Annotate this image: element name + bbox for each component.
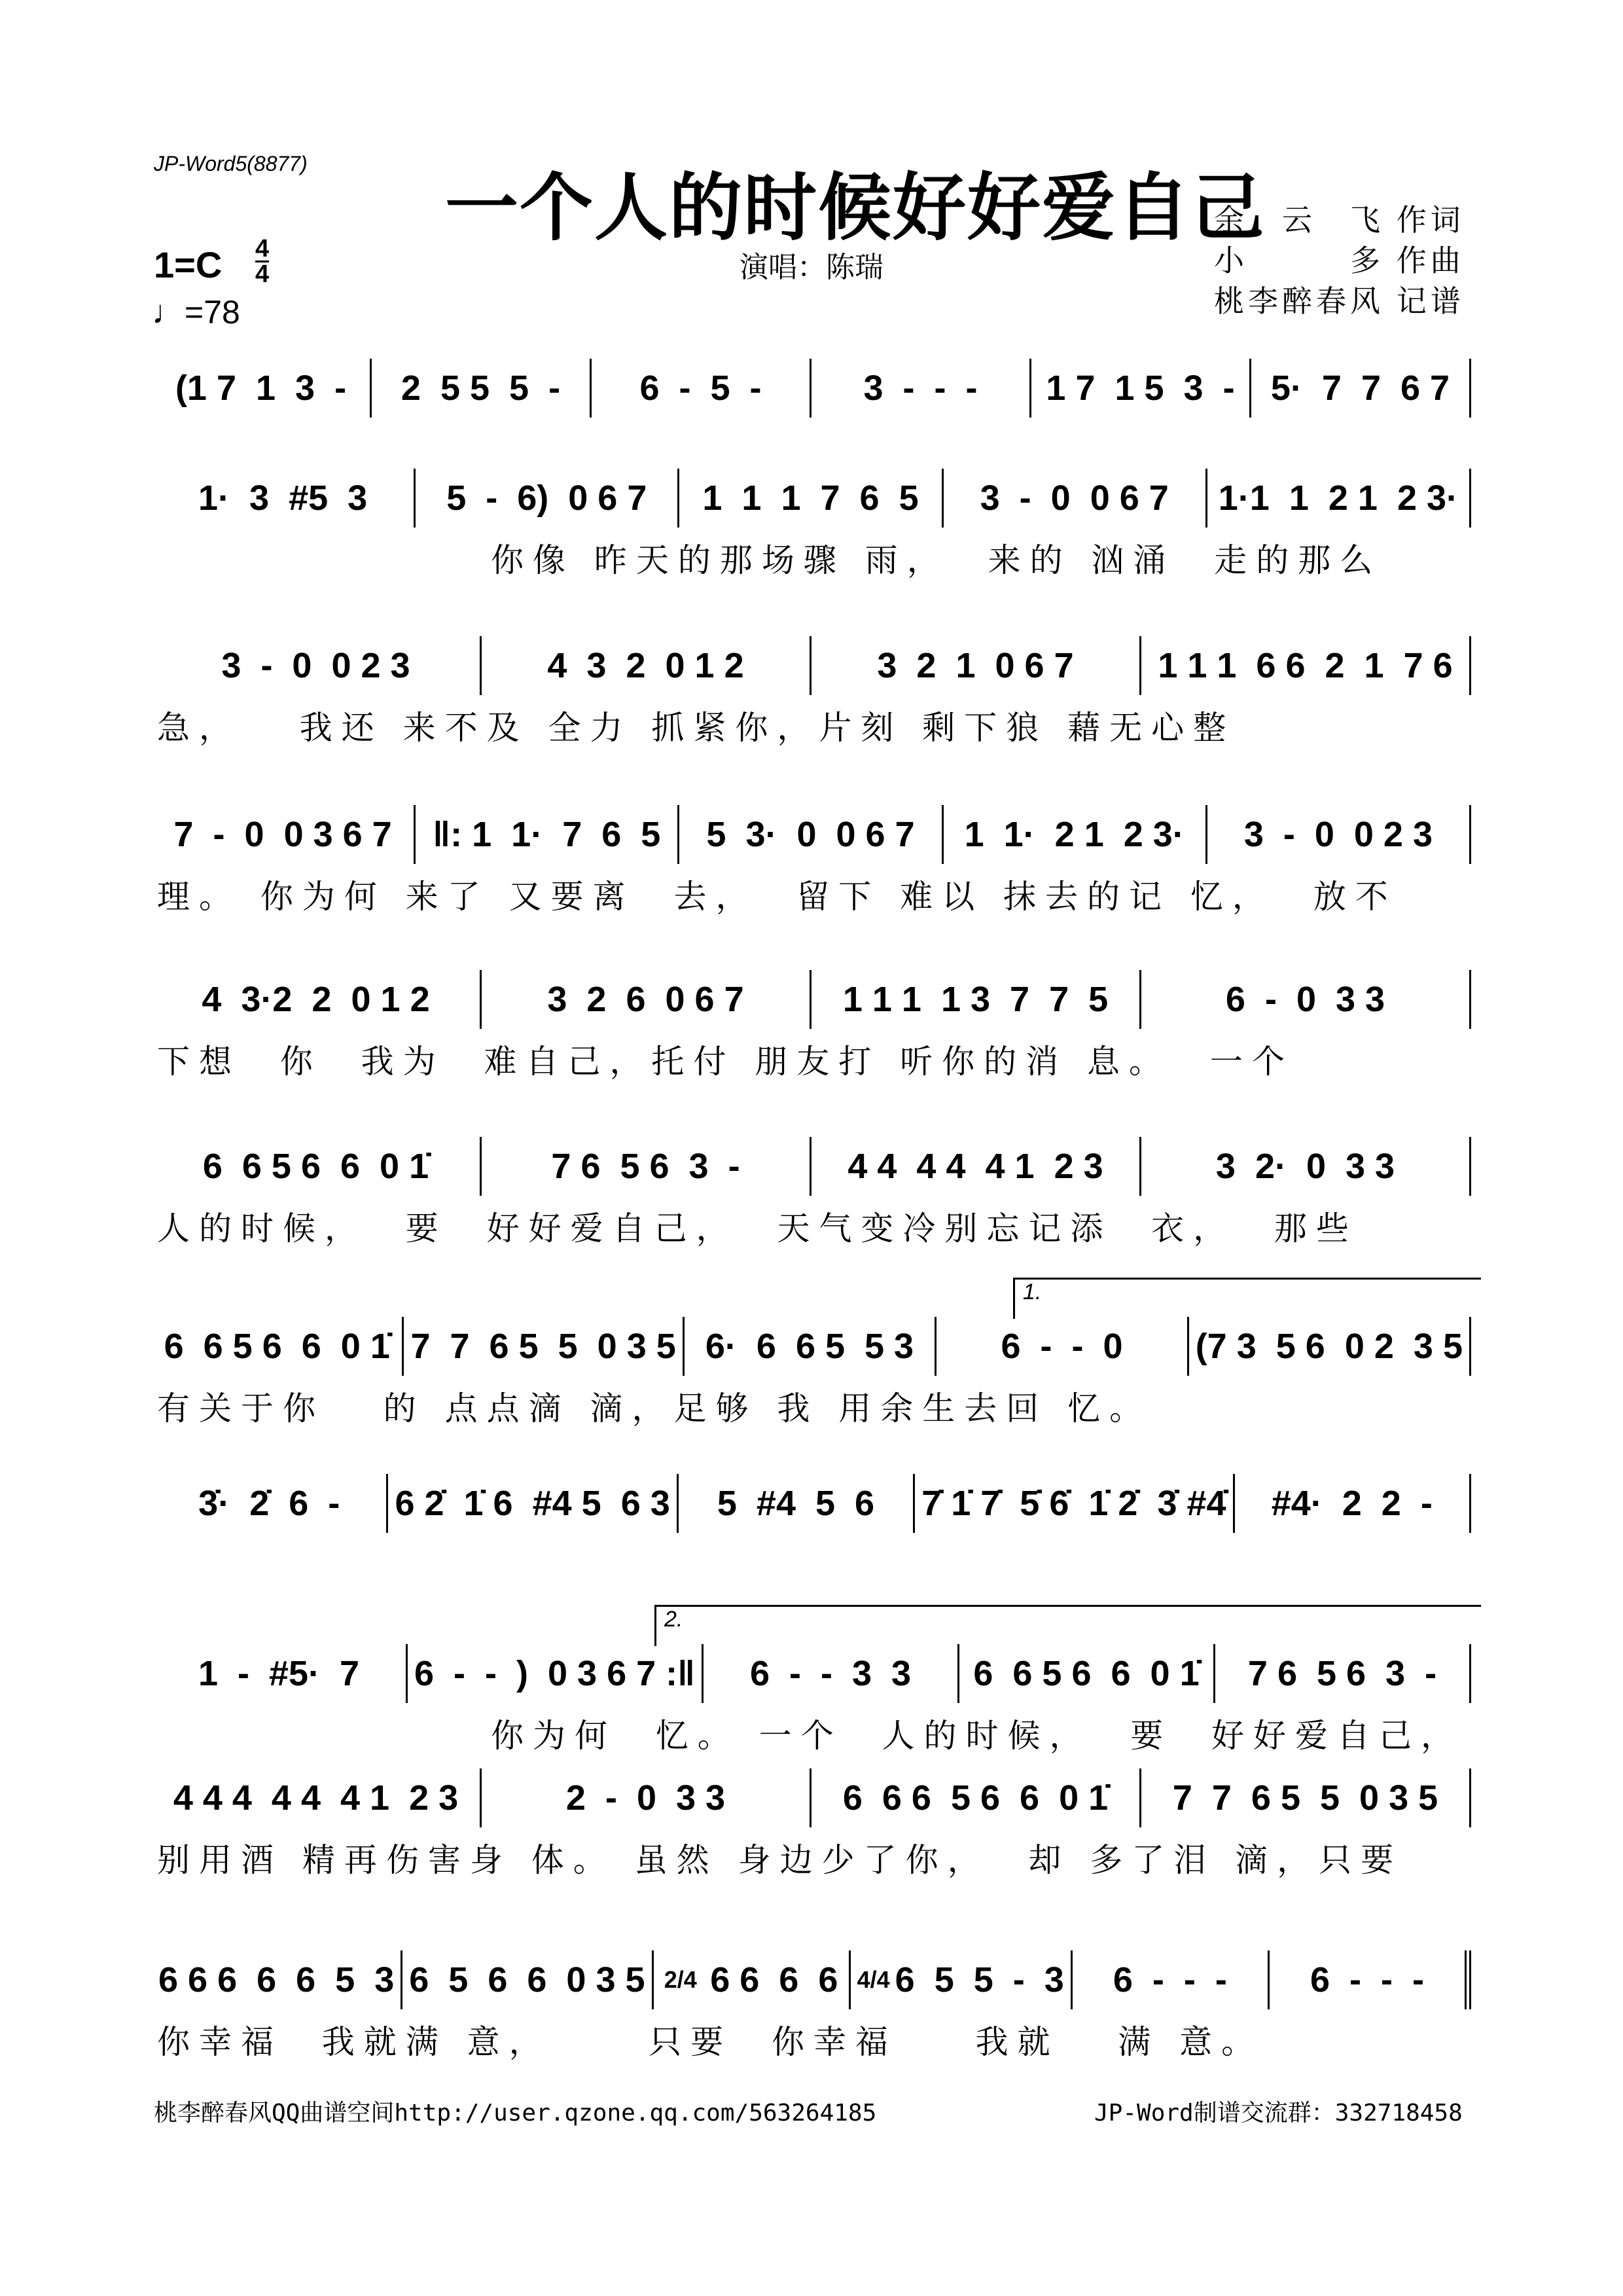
measure [388,1474,678,1533]
lyric-line: 别用酒 精再伤害身 体。 虽然 身边少了你， 却 多了泪 滴，只要 [157,1841,1403,1879]
measure [1207,805,1471,864]
time-signature-bottom: 4 [255,260,270,288]
lyric-line: 理。 你为何 来了 又要离 去， 留下 难以 抹去的记 忆， 放不 [157,878,1397,916]
measure-notes: 4 4 4 4 4 1 2 3 [847,1147,1103,1186]
measure [1031,359,1251,418]
tempo-marking: ♩=78 [152,294,240,331]
measure [482,636,812,695]
measure-notes: (1 7 1 3 - [175,368,347,408]
measure-notes: 1· 3 #5 3 [198,478,368,518]
composer-credit: 小 多 作曲 [1214,243,1465,278]
measure-notes: 6 6 5 6 6 0 1̇ [202,1147,429,1186]
measure-notes: 5 3· 0 0 6 7 [706,815,915,854]
measure-notes: 5 - 6) 0 6 7 [446,478,647,518]
measure-notes: 3 - 0 0 6 7 [980,478,1169,518]
measure [152,805,416,864]
measure [152,1768,482,1827]
lyric-line: 下想 你 我为 难自己，托付 朋友打 听你的消 息。 一个 [157,1043,1294,1081]
measure [152,1317,404,1376]
lyric-line: 急， 我还 来不及 全力 抓紧你，片刻 剩下狼 藉无心整 [157,709,1236,747]
measure [152,1644,408,1703]
singer-credit: 演唱：陈瑞 [740,251,883,283]
footer-website: 桃李醉春风QQ曲谱空间http://user.qzone.qq.com/563264185 [154,2100,877,2126]
notation-line [152,970,1471,1029]
measure-notes: 4 3·2 2 0 1 2 [202,980,430,1019]
measure [679,469,943,528]
measure-notes: 3̇· 2̇ 6 - [198,1484,340,1523]
measure-notes: 6 - - - [1113,1960,1227,2000]
measure [679,805,943,864]
measure [812,1768,1141,1827]
measure-notes: 6 - - 0 [1001,1327,1123,1366]
measure-notes: 2 - 0 3 3 [565,1778,726,1818]
measure-notes: 6 6 6 6 6 5 3 [158,1960,395,2000]
measure-notes: 6 - 0 3 3 [1225,980,1385,1019]
measure [416,469,679,528]
notation-line [152,359,1471,418]
measure-notes: 6 - - - [1310,1960,1424,2000]
measure-notes: (7 3 5 6 0 2 3 5 [1195,1327,1463,1366]
measure [915,1474,1234,1533]
measure [959,1644,1215,1703]
measure-notes: 1 1 1 6 6 2 1 7 6 [1158,646,1453,685]
measure-notes: 1 7 1 5 3 - [1046,368,1235,408]
measure [812,1137,1141,1196]
measure [812,970,1141,1029]
measure [812,636,1141,695]
measure [1189,1317,1471,1376]
lyricist-credit: 余 云 飞 作词 [1214,203,1465,237]
measure-notes: 7 7 6 5 5 0 3 5 [1172,1778,1438,1818]
measure-notes: 3 2· 0 3 3 [1215,1147,1395,1186]
measure-notes: 6 5 6 6 0 3 5 [409,1960,645,2000]
notation-line [152,469,1471,528]
measure-notes: 6· 6 6 5 5 3 [705,1327,914,1366]
notation-line [152,805,1471,864]
measure-notes: 6 - - 3 3 [749,1654,912,1693]
volta-bracket: 1. [1013,1278,1481,1319]
measure-notes: #4· 2 2 - [1271,1484,1433,1523]
measure [704,1644,959,1703]
measure [679,1474,915,1533]
measure-notes: 1 1 1 1 3 7 7 5 [842,980,1109,1019]
measure-notes: 6 - - ) 0 3 6 7 :‖ [414,1654,695,1693]
key-signature: 1=C [154,244,223,285]
measure-notes: 7 6 5 6 3 - [1247,1654,1437,1693]
measure [1270,1950,1471,2009]
time-signature-top: 4 [255,235,270,262]
measure [152,1137,482,1196]
lyric-line: 人的时候， 要 好好爱自己， 天气变冷别忘记添 衣， 那些 [157,1210,1358,1247]
measure [1141,1768,1471,1827]
measure-notes: 7̇ 1̇ 7̇ 5̇ 6̇ 1̇ 2̇ 3̇ #4̇ [921,1484,1226,1523]
measure [944,469,1207,528]
notation-line [152,636,1471,695]
measure-notes: 4 3 2 0 1 2 [547,646,744,685]
measure [402,1950,653,2009]
measure [1251,359,1471,418]
measure [685,1317,936,1376]
measure [812,359,1031,418]
notation-line [152,1950,1471,2009]
measure-notes: 1 1· 2 1 2 3· [964,815,1185,854]
measure [416,805,679,864]
footer-group: JP-Word制谱交流群：332718458 [1094,2100,1463,2126]
measure [152,1950,402,2009]
measure-notes: 2 5 5 5 - [401,368,561,408]
measure-notes: 6 - 5 - [639,368,762,408]
measure-notes: 4 4 4 4 4 4 1 2 3 [173,1778,459,1818]
measure [152,970,482,1029]
measure [1141,636,1471,695]
time-signature-change: 2/4 [664,1966,697,1993]
notation-line [152,1644,1471,1703]
measure-notes: 1 - #5· 7 [198,1654,360,1693]
time-signature-change: 4/4 [857,1966,890,1993]
measure [944,805,1207,864]
lyric-line: 你像 昨天的那场骤 雨， 来的 汹涌 走的那么 [491,541,1382,579]
measure-notes: 6 5 5 - 3 [895,1960,1064,2000]
measure-notes: 3 2 6 0 6 7 [547,980,744,1019]
measure-notes: 6 6 5 6 6 0 1̇ [973,1654,1200,1693]
measure [408,1644,704,1703]
measure [851,1950,1073,2009]
lyric-line: 你幸福 我就满 意， 只要 你幸福 我就 满 意。 [157,2023,1264,2061]
lyric-line: 你为何 忆。 一个 人的时候， 要 好好爱自己， [491,1717,1463,1755]
measure [936,1317,1188,1376]
measure [152,1474,388,1533]
measure-notes: 3 - - - [863,368,978,408]
measure [482,970,812,1029]
measure [152,469,416,528]
measure-notes: 3 - 0 0 2 3 [221,646,410,685]
measure [654,1950,851,2009]
measure [482,1768,812,1827]
measure-notes: 7 - 0 0 3 6 7 [173,815,392,854]
measure [1215,1644,1471,1703]
volta-bracket: 2. [654,1605,1481,1646]
measure-notes: 6 2̇ 1̇ 6 #4 5 6 3 [395,1484,670,1523]
measure [1141,1137,1471,1196]
measure-notes: 6 6 6 6 [710,1960,838,2000]
measure-notes: 6 6 6 5 6 6 0 1̇ [842,1778,1109,1818]
measure-notes: 7 6 5 6 3 - [551,1147,740,1186]
measure-notes: 3 2 1 0 6 7 [877,646,1074,685]
software-label: JP-Word5(8877) [154,152,308,175]
time-signature [255,237,269,286]
measure [404,1317,684,1376]
measure [152,636,482,695]
measure-notes: 5· 7 7 6 7 [1270,368,1450,408]
measure [372,359,592,418]
measure-notes: 7 7 6 5 5 0 3 5 [410,1327,676,1366]
measure [1235,1474,1471,1533]
measure-notes: 3 - 0 0 2 3 [1243,815,1433,854]
transcriber-credit: 桃李醉春风 记谱 [1214,284,1465,318]
notation-line [152,1474,1471,1533]
measure [482,1137,812,1196]
notation-line [152,1768,1471,1827]
notation-line [152,1317,1471,1376]
lyric-line: 有关于你 的 点点滴 滴，足够 我 用余生去回 忆。 [157,1390,1152,1427]
measure-notes: 1·1 1 2 1 2 3· [1218,478,1459,518]
song-title: 一个人的时候好好爱自己 [445,165,1266,251]
measure-notes: ‖: 1 1· 7 6 5 [433,815,661,854]
measure-notes: 6 6 5 6 6 0 1̇ [164,1327,390,1366]
measure-notes: 1 1 1 7 6 5 [702,478,919,518]
notation-line [152,1137,1471,1196]
measure [1207,469,1471,528]
measure [592,359,812,418]
measure [1141,970,1471,1029]
measure [152,359,372,418]
measure [1073,1950,1270,2009]
measure-notes: 5 #4 5 6 [717,1484,875,1523]
